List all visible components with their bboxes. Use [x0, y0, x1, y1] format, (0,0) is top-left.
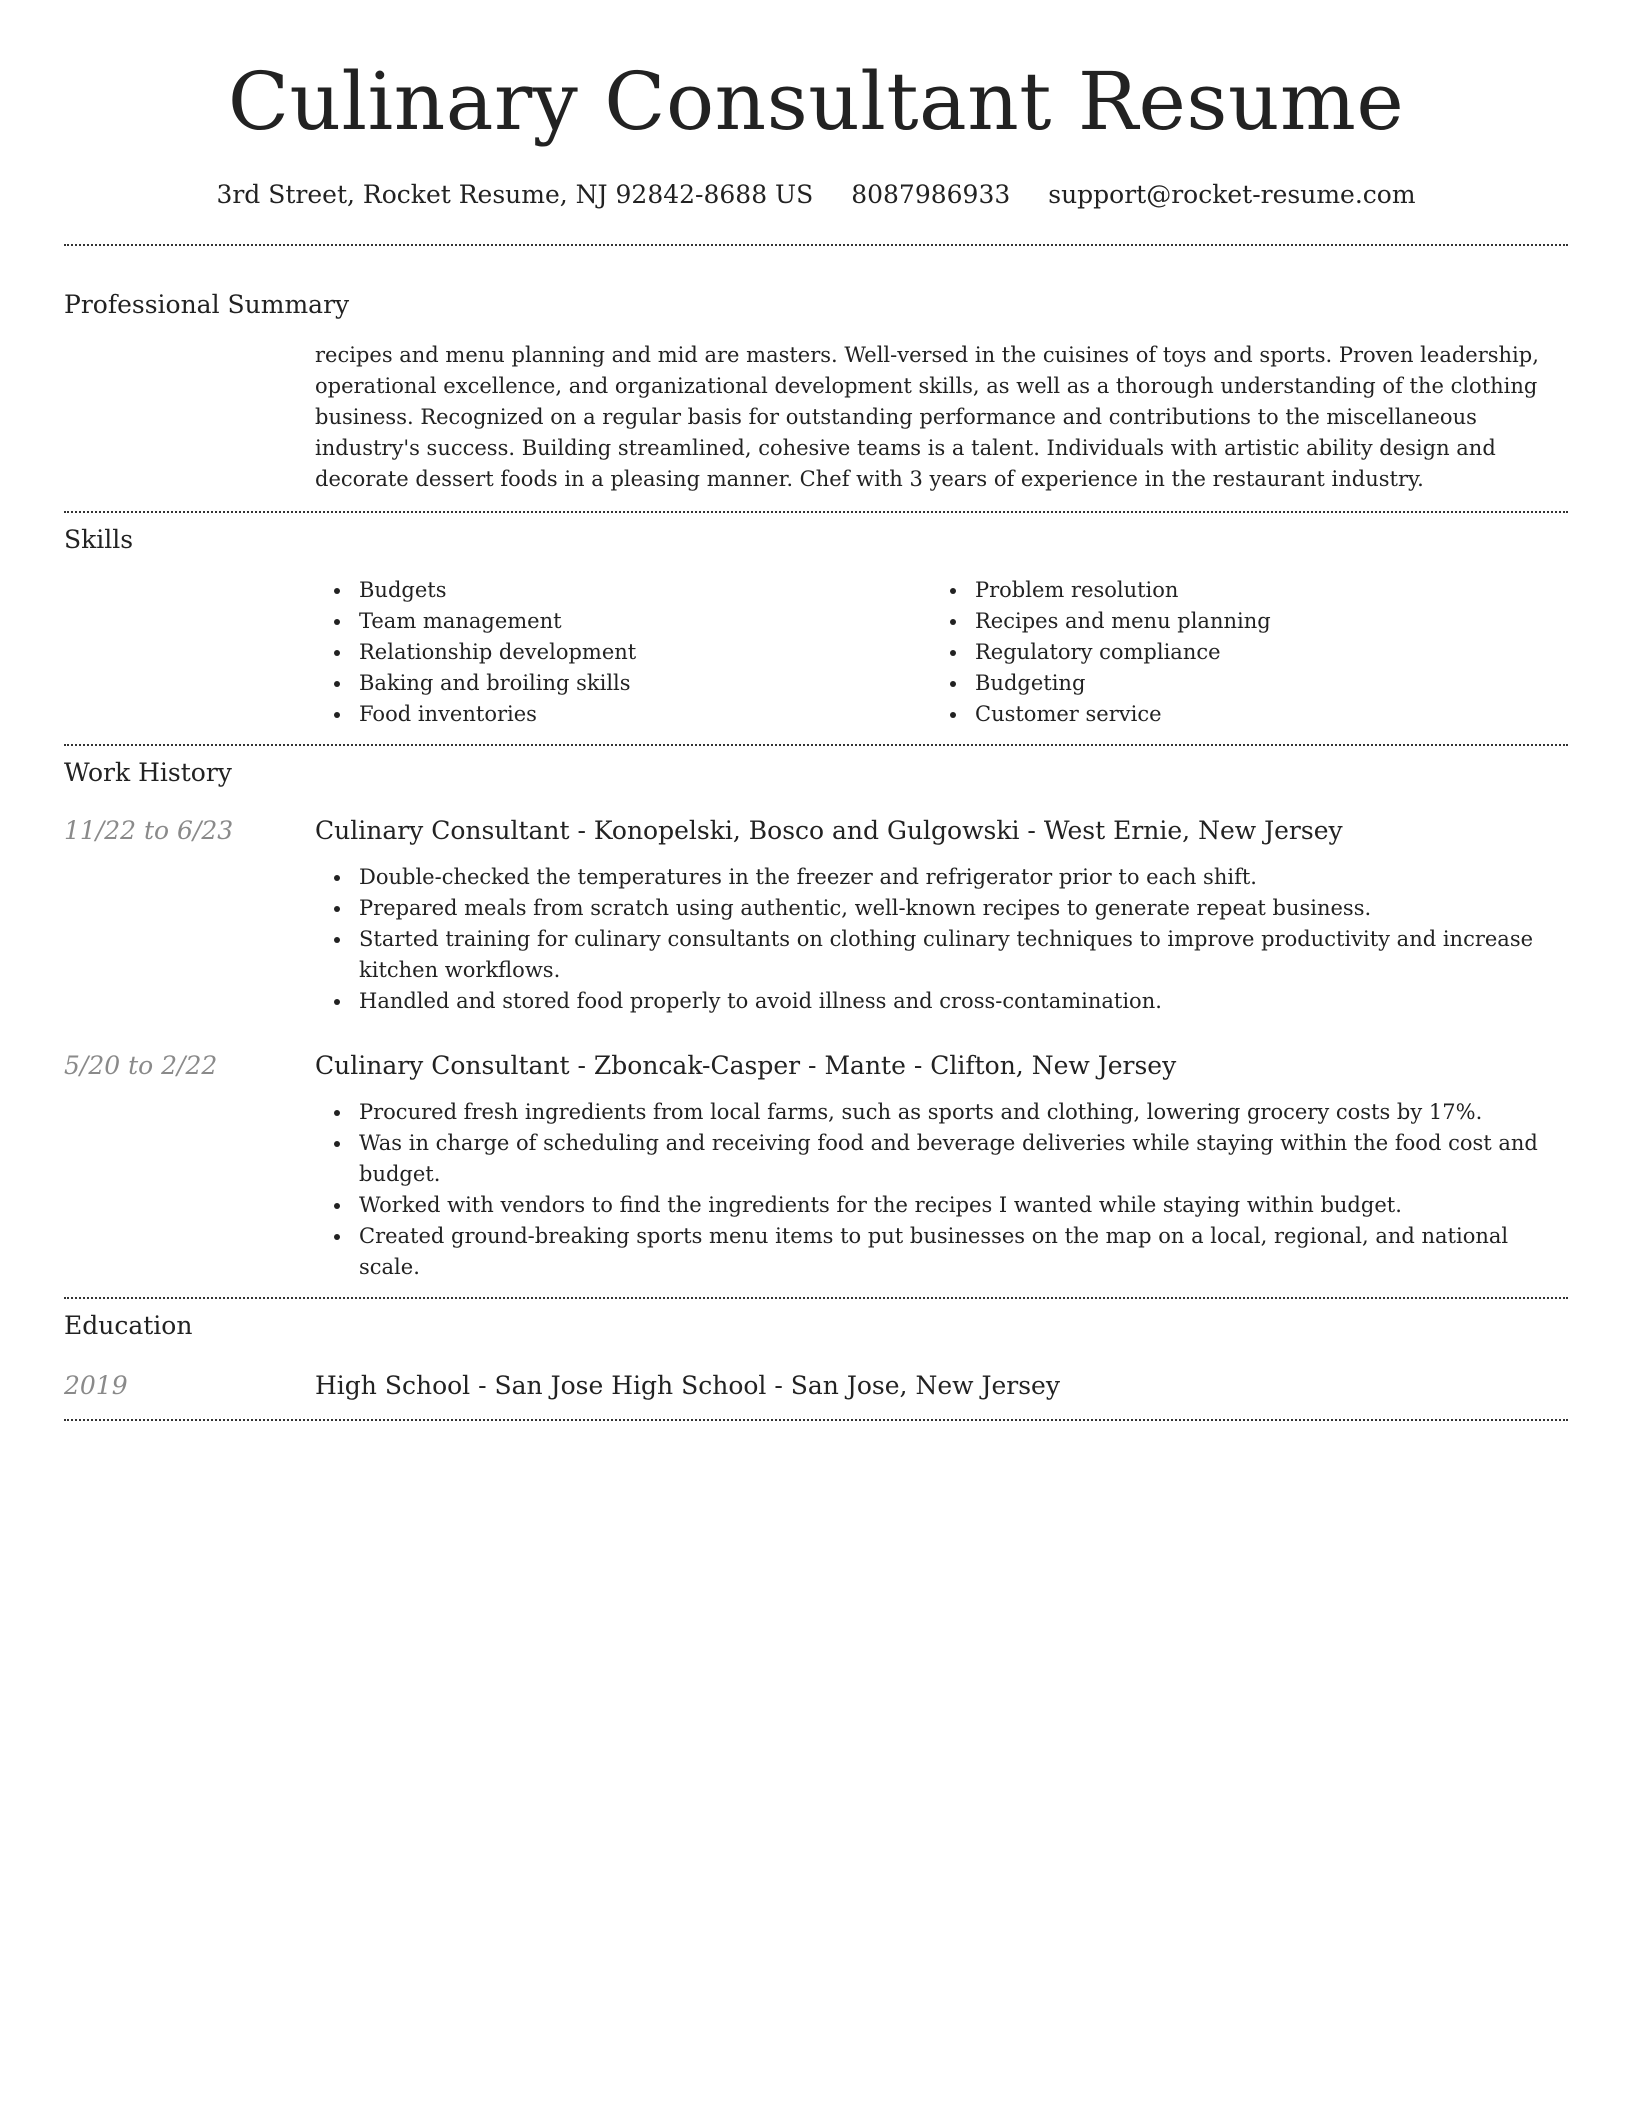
education-school-location: - San Jose High School - San Jose, New Jersey — [470, 1371, 1060, 1400]
skills-column-left — [315, 575, 931, 730]
section-title-summary: Professional Summary — [64, 290, 350, 319]
skill-item: Problem resolution — [931, 575, 1547, 606]
skill-item: Team management — [315, 606, 931, 637]
job-bullet: Worked with vendors to find the ingredients for the recipes I wanted while staying within budget. — [315, 1190, 1568, 1221]
resume-title: Culinary Consultant Resume — [227, 55, 1405, 148]
skill-item: Recipes and menu planning — [931, 606, 1547, 637]
job-bullet: Procured fresh ingredients from local farms, such as sports and clothing, lowering grocery costs by 17%. — [315, 1097, 1568, 1128]
skill-item: Baking and broiling skills — [315, 668, 931, 699]
section-divider — [64, 1297, 1568, 1299]
section-divider — [64, 1419, 1568, 1421]
job-entry — [64, 1049, 1568, 1283]
job-bullet: Prepared meals from scratch using authentic, well-known recipes to generate repeat business. — [315, 893, 1568, 924]
contact-phone: 8087986933 — [851, 180, 1011, 209]
contact-line — [64, 178, 1568, 212]
skills-column-right — [931, 575, 1547, 730]
job-bullet: Double-checked the temperatures in the freezer and refrigerator prior to each shift. — [315, 862, 1568, 893]
job-bullet: Handled and stored food properly to avoid illness and cross-contamination. — [315, 986, 1568, 1017]
section-divider — [64, 511, 1568, 513]
job-employer-location: - Konopelski, Bosco and Gulgowski - West Ernie, New Jersey — [569, 816, 1343, 845]
education-heading — [315, 1369, 1568, 1403]
job-bullet: Started training for culinary consultants on clothing culinary techniques to improve productivity and increase kitchen workflows. — [315, 924, 1568, 986]
education-year: 2019 — [64, 1371, 128, 1400]
section-divider — [64, 744, 1568, 746]
job-role: Culinary Consultant — [315, 1051, 570, 1080]
section-title-work-history: Work History — [64, 758, 232, 787]
education-section — [64, 1309, 1568, 1403]
contact-email: support@rocket-resume.com — [1048, 180, 1416, 209]
resume-header — [64, 0, 1568, 212]
contact-address: 3rd Street, Rocket Resume, NJ 92842-8688 US — [216, 180, 814, 209]
job-heading — [315, 1049, 1568, 1083]
skill-item: Customer service — [931, 699, 1547, 730]
skill-item: Relationship development — [315, 637, 931, 668]
education-body — [315, 1369, 1568, 1403]
job-body — [315, 814, 1568, 1017]
skills-grid — [315, 575, 1568, 730]
section-title-education: Education — [64, 1311, 193, 1340]
job-heading — [315, 814, 1568, 848]
work-history-section — [64, 756, 1568, 1299]
job-bullet: Was in charge of scheduling and receiving food and beverage deliveries while staying within the food cost and budget. — [315, 1128, 1568, 1190]
job-employer-location: - Zboncak-Casper - Mante - Clifton, New Jersey — [569, 1051, 1177, 1080]
education-entry — [64, 1369, 1568, 1403]
skill-item: Budgets — [315, 575, 931, 606]
skill-item: Food inventories — [315, 699, 931, 730]
skills-section — [64, 523, 1568, 730]
job-role: Culinary Consultant — [315, 816, 570, 845]
summary-text: recipes and menu planning and mid are masters. Well-versed in the cuisines of toys and sports. Proven leadership, operational excellence, and organizational development skills, as well as a thorough understanding of the clothing business. Recognized on a regular basis for outstanding performance and contributions to the miscellaneous industry's success. Building streamlined, cohesive teams is a talent. Individuals with artistic ability design and decorate dessert foods in a pleasing manner. Chef with 3 years of experience in the restaurant industry. — [315, 343, 1539, 491]
job-entry — [64, 814, 1568, 1017]
job-bullet: Created ground-breaking sports menu items to put businesses on the map on a local, regional, and national scale. — [315, 1221, 1568, 1283]
job-body — [315, 1049, 1568, 1283]
professional-summary-section — [64, 288, 1568, 495]
education-degree: High School — [315, 1371, 471, 1400]
job-dates: 11/22 to 6/23 — [64, 816, 234, 845]
job-bullets — [315, 862, 1568, 1017]
section-divider — [64, 244, 1568, 246]
skill-item: Budgeting — [931, 668, 1547, 699]
section-title-skills: Skills — [64, 525, 134, 554]
skill-item: Regulatory compliance — [931, 637, 1547, 668]
job-dates: 5/20 to 2/22 — [64, 1051, 218, 1080]
job-bullets — [315, 1097, 1568, 1283]
